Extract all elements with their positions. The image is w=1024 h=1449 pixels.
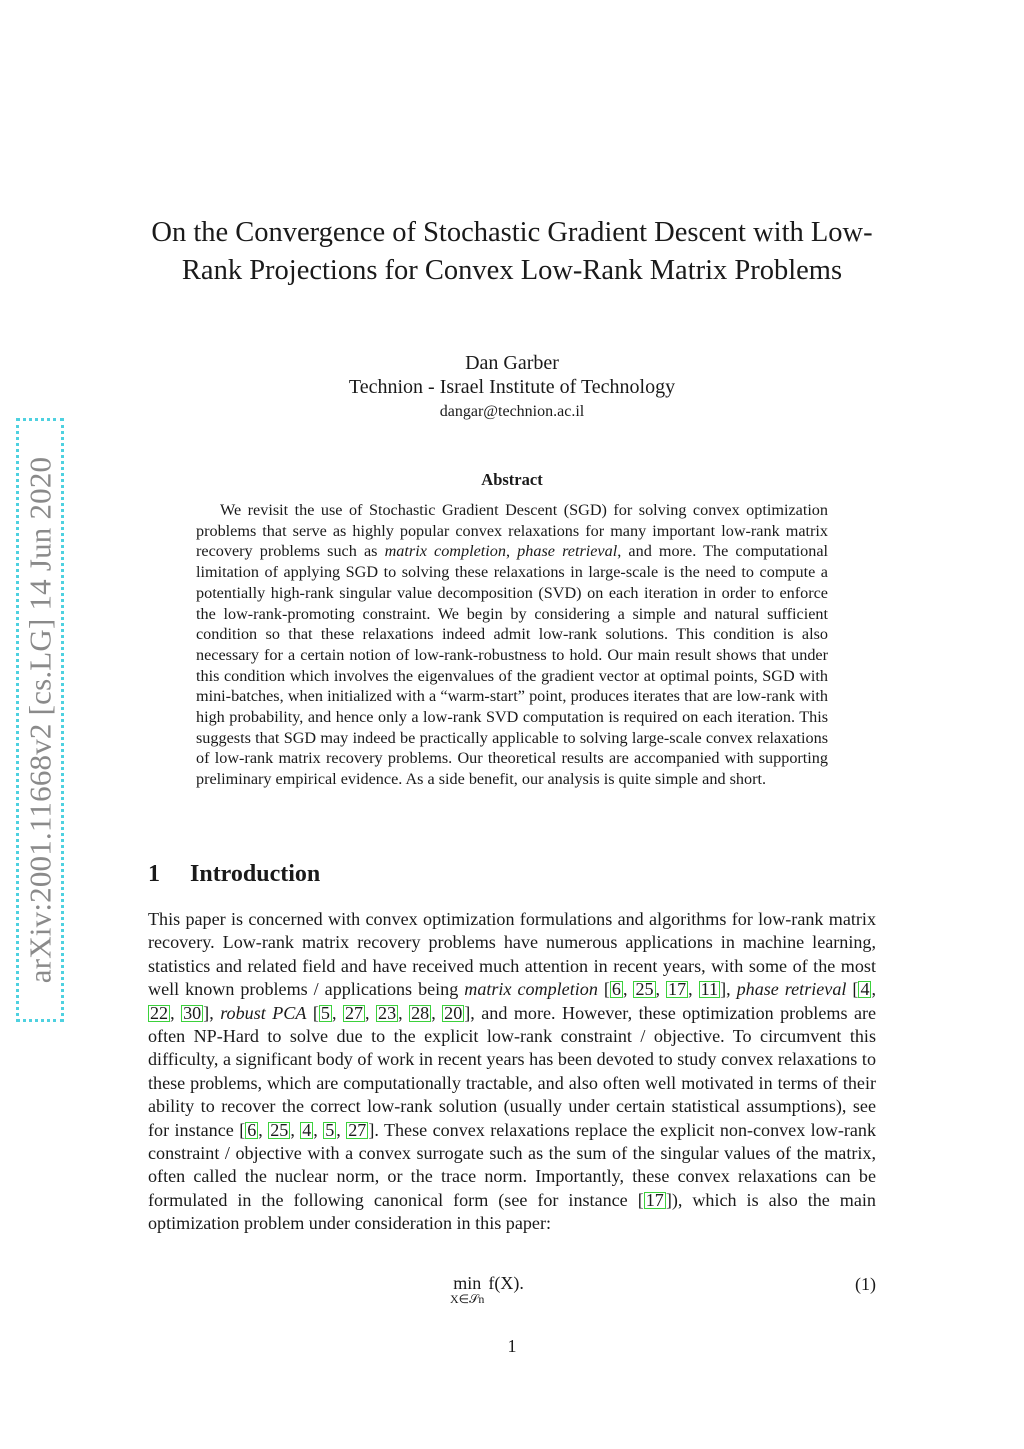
intro-text-1: This paper is concerned with convex optimization formulations and algorithms for low-rank matrix recovery. Low-rank matrix recovery problems have numerous applications in machine learning, statistics and related field and have received much attention in recent years, with some of the most well known problems / applications being bbox=[148, 909, 876, 1000]
author-email: dangar@technion.ac.il bbox=[439, 403, 585, 420]
section-title-text: Introduction bbox=[190, 861, 321, 887]
citation-link[interactable]: 22 bbox=[150, 1002, 169, 1023]
section-number: 1 bbox=[148, 861, 160, 887]
min-word: min bbox=[453, 1273, 482, 1293]
abstract-heading: Abstract bbox=[481, 470, 543, 489]
intro-text-8: . These convex relaxations replace the explicit non-convex low-rank constraint / objective with a convex surrogate such as the sum of the singular values of the matrix, often called the nuclear norm, or the trace norm. Importantly, these convex relaxations can be formulated in the following canonical form (see for instance bbox=[148, 1119, 876, 1210]
objective-function: f(X). bbox=[488, 1273, 524, 1293]
citation-link[interactable]: 28 bbox=[411, 1002, 430, 1023]
page-number: 1 bbox=[507, 1336, 517, 1356]
intro-text-7: , and more. However, these optimization problems are often NP-Hard to solve due to the explicit low-rank constraint / objective. To circumvent this difficulty, a significant body of work in recent years has been devoted to study convex relaxations to these problems, which are computationally tractable, and also often well motivated in terms of their ability to recover the correct low-rank solution (usually under certain statistical assumptions), see for instance bbox=[148, 1002, 877, 1140]
intro-emph-robust-pca: robust PCA bbox=[220, 1002, 307, 1023]
citation-link[interactable]: 4 bbox=[302, 1119, 312, 1140]
citation-link[interactable]: 27 bbox=[344, 1002, 364, 1023]
citation-link[interactable]: 25 bbox=[270, 1119, 289, 1140]
intro-emph-matrix-completion: matrix completion bbox=[464, 979, 598, 1000]
citation-link[interactable]: 4 bbox=[860, 979, 870, 1000]
citation-link[interactable]: 30 bbox=[183, 1002, 202, 1023]
intro-text-6 bbox=[306, 1003, 312, 1023]
arxiv-id: arXiv:2001.11668v2 [cs.LG] 14 Jun 2020 bbox=[22, 456, 58, 984]
arxiv-stamp bbox=[16, 418, 64, 1022]
citation-link[interactable]: 17 bbox=[668, 979, 687, 1000]
paper-title: On the Convergence of Stochastic Gradient Descent with Low-Rank Projections for Convex Low-Rank Matrix Problems bbox=[151, 217, 873, 286]
citation-link[interactable]: 6 bbox=[611, 979, 621, 1000]
abstract-emph-matrix-completion: matrix completion bbox=[384, 542, 506, 561]
equation-1 bbox=[148, 1274, 876, 1316]
citation-link[interactable]: 17 bbox=[645, 1189, 664, 1210]
abstract-body bbox=[196, 500, 828, 790]
citation-link[interactable]: 5 bbox=[325, 1119, 335, 1140]
intro-text-4 bbox=[846, 979, 852, 999]
intro-paragraph: This paper is concerned with convex optimization formulations and algorithms for low-rank matrix recovery. Low-rank matrix recovery problems have numerous applications in machine learning, statistics and related field and have received much attention in recent years, with some of the most well known problems / applications being matrix completion [ 6 , 25 , 17 , 11 ], phase retrieval [ 4 , 22 , 30 ], robust PCA [ 5 , 27 , 23 , 28 , 20 ], and more. However, these optimization problems are often NP-Hard to solve due to the explicit low-rank constraint / objective. To circumvent this difficulty, a significant body of work in recent years has been devoted to study convex relaxations to these problems, which are computationally tractable, and also often well motivated in terms of their ability to recover the correct low-rank solution (usually under certain statistical assumptions), see for instance [ 6 , 25 , 4 , 5 , 27 ]. These convex relaxations replace the explicit non-convex low-rank constraint / objective with a convex surrogate such as the sum of the singular values of the matrix, often called the nuclear norm, or the trace norm. Importantly, these convex relaxations can be formulated in the following canonical form (see for instance [ 17 ]), which is also the main optimization problem under consideration in this paper: bbox=[148, 909, 877, 1234]
min-operator bbox=[450, 1274, 484, 1306]
section-heading bbox=[148, 861, 648, 888]
abstract-text-2: , bbox=[505, 542, 518, 561]
equation-expression bbox=[450, 1274, 524, 1306]
intro-emph-phase-retrieval: phase retrieval bbox=[736, 979, 847, 1000]
citation-link[interactable]: 11 bbox=[700, 979, 719, 1000]
intro-text-5: , bbox=[209, 1002, 221, 1023]
citation-link[interactable]: 27 bbox=[348, 1119, 367, 1140]
abstract-emph-phase-retrieval: phase retrieval bbox=[517, 542, 618, 561]
citation-link[interactable]: 5 bbox=[320, 1002, 330, 1023]
citation-link[interactable]: 25 bbox=[635, 979, 654, 1000]
citation-link[interactable]: 6 bbox=[247, 1119, 257, 1140]
abstract-text-3: , and more. The computational limitation of applying SGD to solving these relaxations in large-scale is the need to compute a potentially high-rank singular value decomposition (SVD) on each iteration in order to enforce the low-rank-promoting constraint. We begin by considering a simple and natural sufficient condition so that these relaxations indeed admit low-rank solutions. This condition is also necessary for a certain notion of low-rank-robustness to hold. Our main result shows that under this condition which involves the eigenvalues of the gradient vector at optimal points, SGD with mini-batches, when initialized with a “warm-start” point, produces iterates that are low-rank with high probability, and hence only a low-rank SVD computation is required on each iteration. This suggests that SGD may indeed be practically applicable to solving large-scale convex relaxations of low-rank matrix recovery problems. Our theoretical results are accompanied with supporting preliminary empirical evidence. As a side benefit, our analysis is quite simple and short. bbox=[196, 542, 829, 789]
equation-number: (1) bbox=[855, 1274, 876, 1294]
author-affiliation: Technion - Israel Institute of Technology bbox=[348, 376, 676, 398]
author-name: Dan Garber bbox=[465, 352, 559, 374]
citation-link[interactable]: 20 bbox=[444, 1002, 463, 1023]
citation-link[interactable]: 23 bbox=[378, 1002, 397, 1023]
min-subscript: X∈𝒮n bbox=[450, 1292, 485, 1306]
intro-text-3: , bbox=[726, 979, 737, 1000]
intro-text-9: ), which is also the main optimization problem under consideration in this paper: bbox=[148, 1189, 876, 1234]
intro-text-2 bbox=[598, 979, 604, 999]
abstract-text-1: We revisit the use of Stochastic Gradient Descent (SGD) for solving convex optimization problems that serve as highly popular convex relaxations for many important low-rank matrix recovery problems such as bbox=[196, 501, 828, 561]
